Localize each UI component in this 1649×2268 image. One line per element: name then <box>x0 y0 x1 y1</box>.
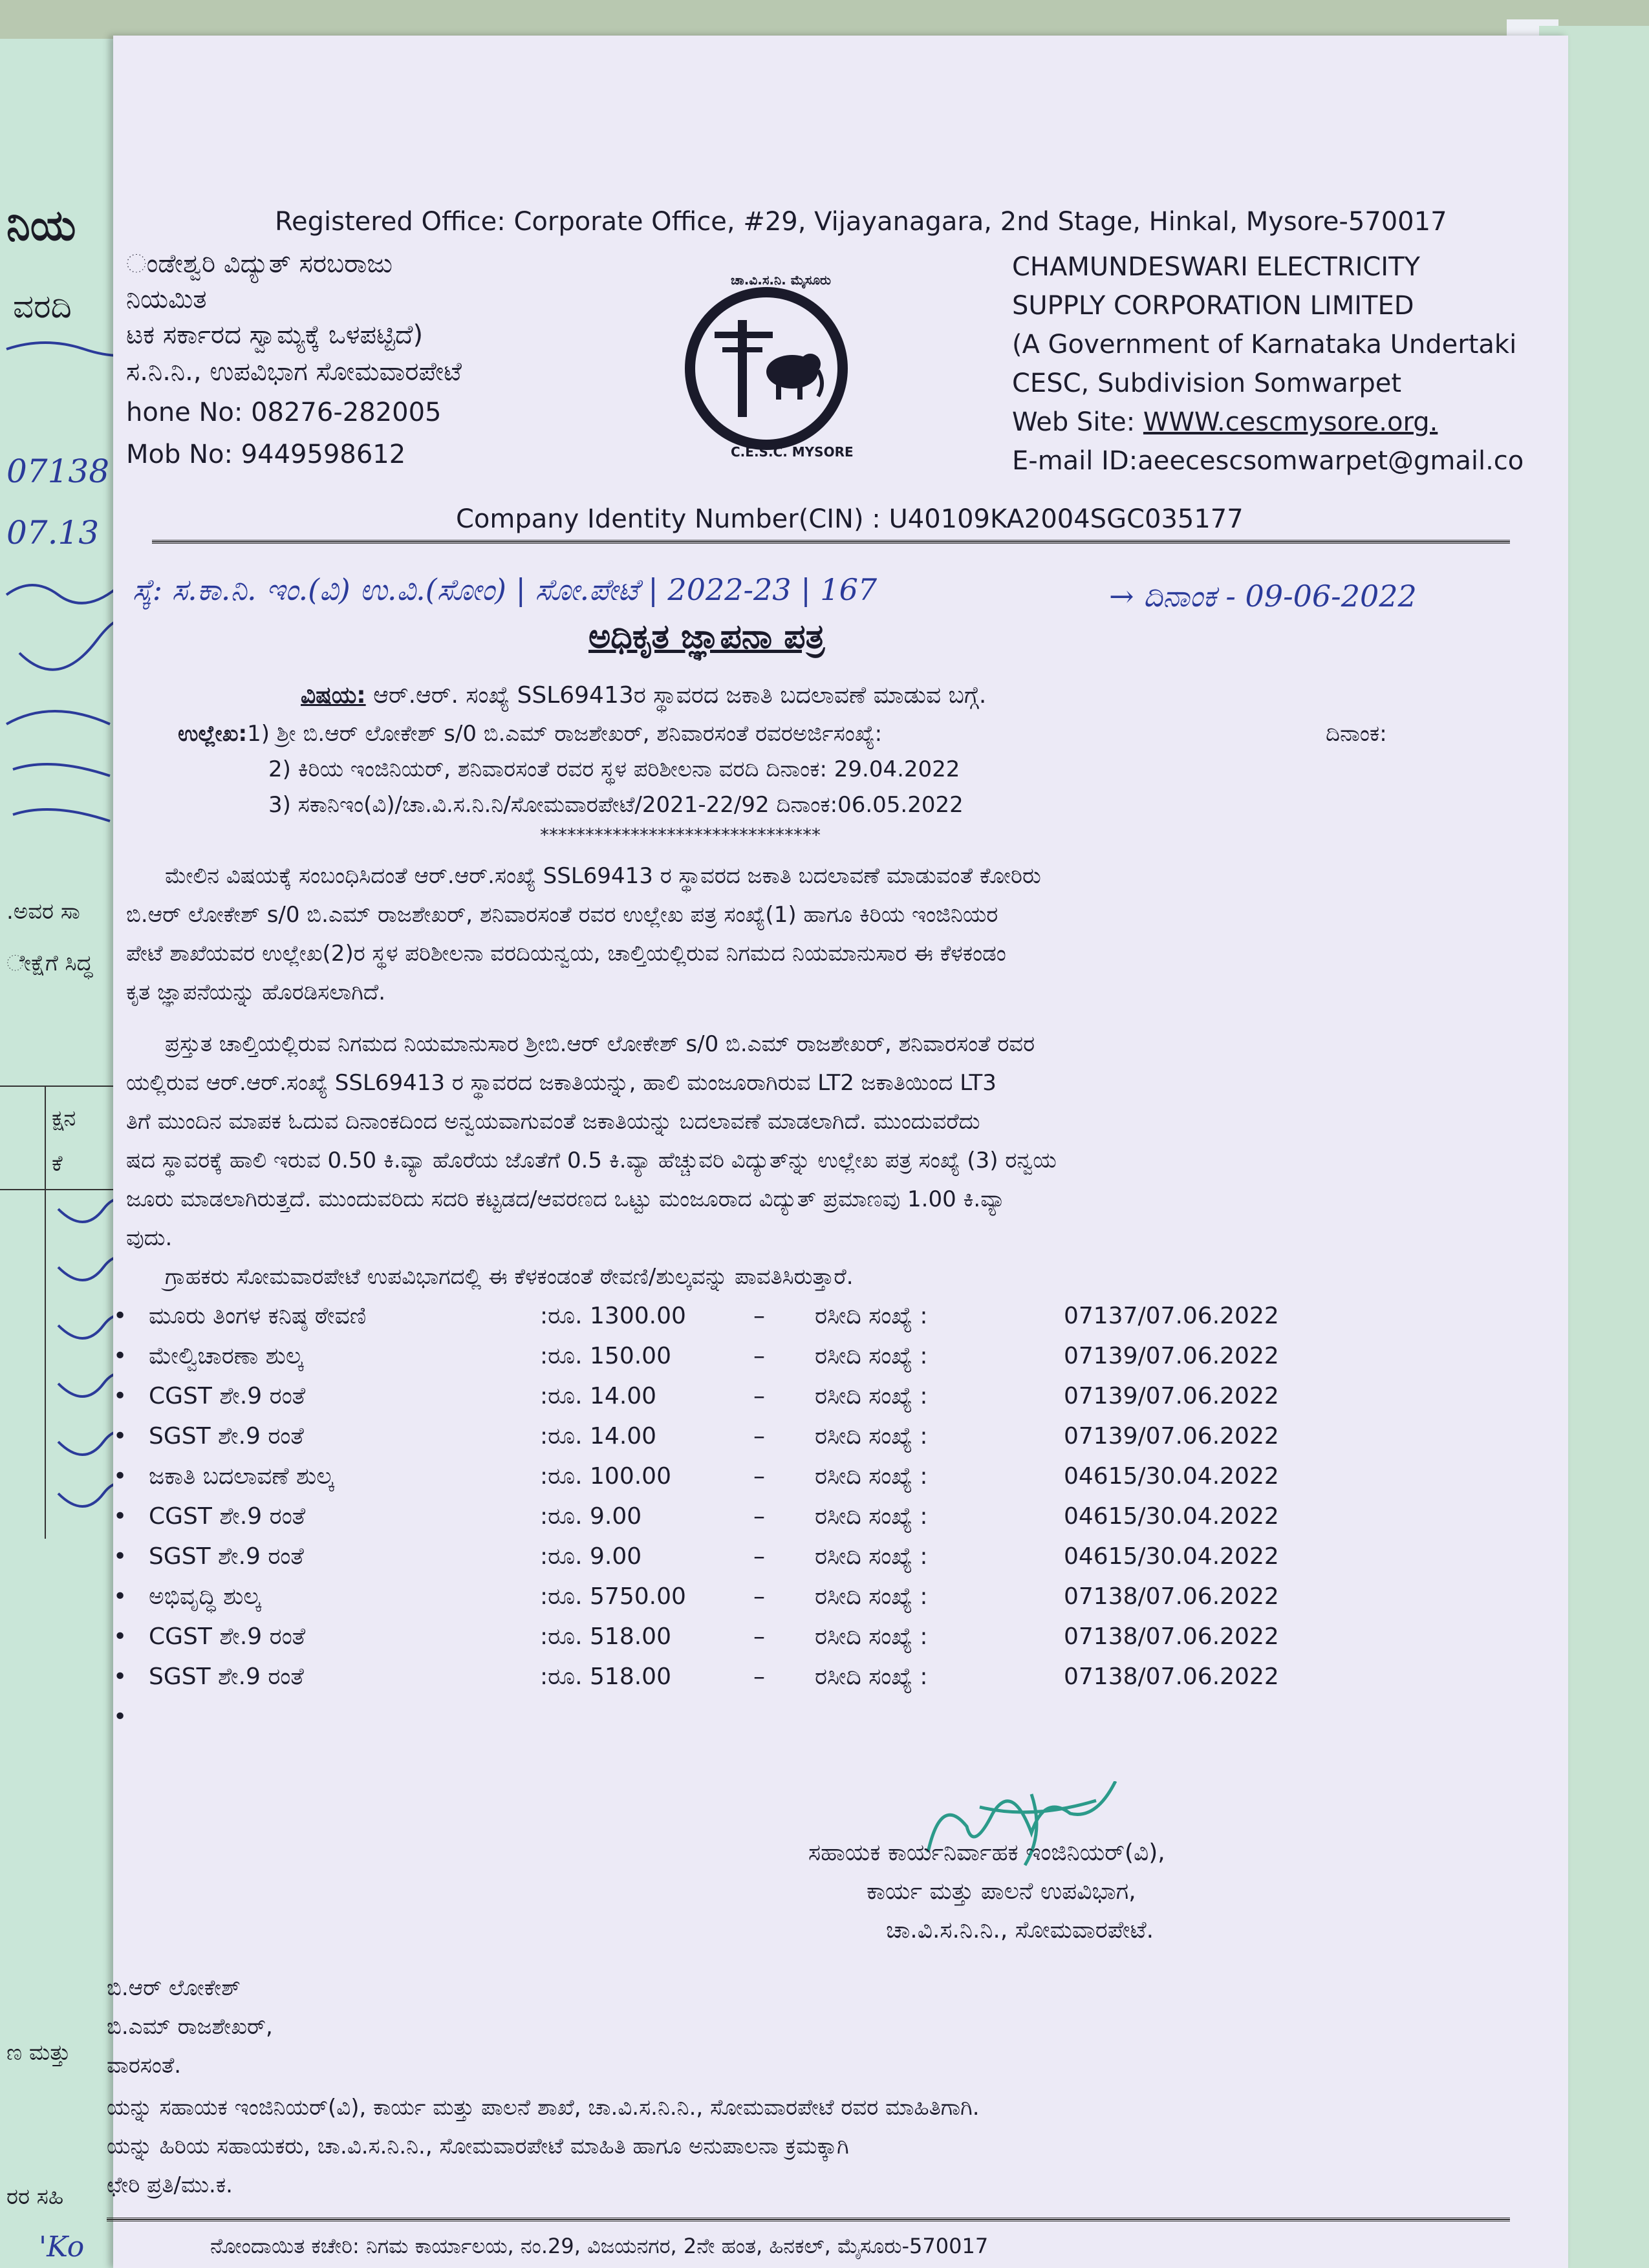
mobile-number: Mob No: 9449598612 <box>126 440 406 469</box>
fee-row <box>113 1664 1536 1704</box>
reference-label: ಉಲ್ಲೇಖ: <box>178 721 248 747</box>
reference-1-text: 1) ಶ್ರೀ ಬಿ.ಆರ್ ಲೋಕೇಶ್ s/0 ಬಿ.ಎಮ್ ರಾಜಶೇಖರ್, ಶನಿವಾರಸಂತೆ ರವರಅರ್ಜಿಸಂಖ್ಯೆ: <box>247 721 883 747</box>
fee-receipt-number: 07137/07.06.2022 <box>1064 1303 1279 1329</box>
footer-divider <box>107 2218 1510 2221</box>
fee-amount: :ರೂ. 14.00 <box>540 1423 657 1450</box>
stars-divider: ******************************* <box>540 824 821 846</box>
cesc-logo <box>676 272 857 462</box>
fee-bullet: • <box>113 1623 127 1650</box>
fee-receipt-number: 04615/30.04.2022 <box>1064 1503 1279 1530</box>
paragraph-1-line: ಮೇಲಿನ ವಿಷಯಕ್ಕೆ ಸಂಬಂಧಿಸಿದಂತೆ ಆರ್.ಆರ್.ಸಂಖ್ಯೆ SSL69413 ರ ಸ್ಥಾವರದ ಜಕಾತಿ ಬದಲಾವಣೆ ಮಾಡುವಂತೆ ಕೋರಿರು <box>165 863 1041 889</box>
fee-row <box>113 1503 1536 1543</box>
fee-receipt-label: ರಸೀದಿ ಸಂಖ್ಯೆ : <box>815 1423 928 1450</box>
company-name-line: (A Government of Karnataka Undertaki <box>1012 330 1517 359</box>
website-line <box>1012 407 1438 437</box>
fee-dash: – <box>753 1423 765 1450</box>
fee-dash: – <box>753 1343 765 1369</box>
fee-row <box>113 1623 1536 1664</box>
fee-row <box>113 1303 1536 1343</box>
fee-item: CGST ಶೇ.9 ರಂತೆ <box>149 1503 306 1530</box>
fee-amount: :ರೂ. 518.00 <box>540 1623 671 1650</box>
copy-to-line: ಯನ್ನು ಹಿರಿಯ ಸಹಾಯಕರು, ಚಾ.ವಿ.ಸ.ನಿ.ನಿ., ಸೋಮವಾರಪೇಟೆ ಮಾಹಿತಿ ಹಾಗೂ ಅನುಪಾಲನಾ ಕ್ರಮಕ್ಕಾಗಿ <box>107 2134 849 2159</box>
fee-amount: :ರೂ. 5750.00 <box>540 1583 686 1610</box>
fee-receipt-label: ರಸೀದಿ ಸಂಖ್ಯೆ : <box>815 1303 928 1329</box>
fee-row <box>113 1343 1536 1383</box>
fee-row <box>113 1383 1536 1423</box>
fee-receipt-number: 07138/07.06.2022 <box>1064 1583 1279 1610</box>
reference-1-date: ದಿನಾಂಕ: <box>1326 721 1387 747</box>
signatory-line: ಕಾರ್ಯ ಮತ್ತು ಪಾಲನೆ ಉಪವಿಭಾಗ, <box>867 1878 1136 1905</box>
fee-dash: – <box>753 1303 765 1329</box>
fee-row <box>113 1583 1536 1623</box>
reference-line-1 <box>178 721 882 747</box>
subject-line <box>301 682 986 709</box>
header-kannada-line: ನಿಯಮಿತ <box>126 284 207 314</box>
fee-amount: :ರೂ. 150.00 <box>540 1343 671 1369</box>
header-kannada-line: ಸ.ನಿ.ನಿ., ಉಪವಿಭಾಗ ಸೋಮವಾರಪೇಟೆ <box>126 357 462 387</box>
fee-receipt-number: 04615/30.04.2022 <box>1064 1543 1279 1570</box>
fee-item: ಜಕಾತಿ ಬದಲಾವಣೆ ಶುಲ್ಕ <box>149 1463 334 1490</box>
fee-receipt-number: 04615/30.04.2022 <box>1064 1463 1279 1490</box>
fee-amount: :ರೂ. 518.00 <box>540 1664 671 1690</box>
fee-receipt-label: ರಸೀದಿ ಸಂಖ್ಯೆ : <box>815 1503 928 1530</box>
fee-row <box>113 1463 1536 1503</box>
paragraph-1-line: ಬಿ.ಆರ್ ಲೋಕೇಶ್ s/0 ಬಿ.ಎಮ್ ರಾಜಶೇಖರ್, ಶನಿವಾರಸಂತೆ ರವರ ಉಲ್ಲೇಖ ಪತ್ರ ಸಂಖ್ಯೆ(1) ಹಾಗೂ ಕಿರಿಯ ಇಂಜಿನಿಯರ <box>126 902 998 928</box>
company-name-line: CESC, Subdivision Somwarpet <box>1012 369 1402 398</box>
fee-bullet: • <box>113 1383 127 1409</box>
fee-receipt-number: 07138/07.06.2022 <box>1064 1623 1279 1650</box>
fee-bullet: • <box>113 1463 127 1490</box>
strip-handwriting: 07.13 <box>6 514 100 551</box>
fee-bullet: • <box>113 1503 127 1530</box>
subject-label: ವಿಷಯ: <box>301 682 366 709</box>
header-kannada-line: ಟಕ ಸರ್ಕಾರದ ಸ್ವಾಮ್ಯಕ್ಕೆ ಒಳಪಟ್ಟಿದೆ) <box>126 320 424 350</box>
fee-receipt-label: ರಸೀದಿ ಸಂಖ್ಯೆ : <box>815 1623 928 1650</box>
strip-handwriting: 07138 <box>6 453 110 490</box>
fee-receipt-label: ರಸೀದಿ ಸಂಖ್ಯೆ : <box>815 1463 928 1490</box>
fee-receipt-number: 07139/07.06.2022 <box>1064 1423 1279 1450</box>
fee-item: CGST ಶೇ.9 ರಂತೆ <box>149 1383 306 1409</box>
fee-dash: – <box>753 1664 765 1690</box>
registered-office: Registered Office: Corporate Office, #29, Vijayanagara, 2nd Stage, Hinkal, Mysore-570017 <box>275 207 1447 237</box>
website-link[interactable]: WWW.cescmysore.org. <box>1143 407 1438 437</box>
paragraph-2-line: ಪ್ರಸ್ತುತ ಚಾಲ್ತಿಯಲ್ಲಿರುವ ನಿಗಮದ ನಿಯಮಾನುಸಾರ ಶ್ರೀಬಿ.ಆರ್ ಲೋಕೇಶ್ s/0 ಬಿ.ಎಮ್ ರಾಜಶೇಖರ್, ಶನಿವಾರಸಂತೆ ರವರ <box>165 1031 1035 1057</box>
phone-number: hone No: 08276-282005 <box>126 398 442 427</box>
strip-handwriting: 'Ko <box>39 2231 85 2263</box>
fee-receipt-label: ರಸೀದಿ ಸಂಖ್ಯೆ : <box>815 1664 928 1690</box>
email-line: E-mail ID:aeecescsomwarpet@gmail.co <box>1012 446 1524 476</box>
copy-to-line: ಯನ್ನು ಸಹಾಯಕ ಇಂಜಿನಿಯರ್(ವಿ), ಕಾರ್ಯ ಮತ್ತು ಪಾಲನೆ ಶಾಖೆ, ಚಾ.ವಿ.ಸ.ನಿ.ನಿ., ಸೋಮವಾರಪೇಟೆ ರವರ ಮಾಹಿತಿಗಾಗಿ. <box>107 2095 980 2121</box>
paragraph-2-line: ಯಲ್ಲಿರುವ ಆರ್.ಆರ್.ಸಂಖ್ಯೆ SSL69413 ರ ಸ್ಥಾವರದ ಜಕಾತಿಯನ್ನು, ಹಾಲಿ ಮಂಜೂರಾಗಿರುವ LT2 ಜಕಾತಿಯಿಂದ LT3 <box>126 1070 997 1096</box>
fee-amount: :ರೂ. 100.00 <box>540 1463 671 1490</box>
fee-dash: – <box>753 1383 765 1409</box>
fee-dash: – <box>753 1583 765 1610</box>
paragraph-1-line: ಪೇಟೆ ಶಾಖೆಯವರ ಉಲ್ಲೇಖ(2)ರ ಸ್ಥಳ ಪರಿಶೀಲನಾ ವರದಿಯನ್ವಯ, ಚಾಲ್ತಿಯಲ್ಲಿರುವ ನಿಗಮದ ನಿಯಮಾನುಸಾರ ಈ ಕೆಳಕಂಡಂ <box>126 941 1006 967</box>
fee-row <box>113 1423 1536 1463</box>
fee-receipt-label: ರಸೀದಿ ಸಂಖ್ಯೆ : <box>815 1343 928 1369</box>
website-label: Web Site: <box>1012 407 1143 437</box>
fee-item: SGST ಶೇ.9 ರಂತೆ <box>149 1423 304 1450</box>
fee-dash: – <box>753 1463 765 1490</box>
handwritten-reference-date: → ದಿನಾಂಕ - 09-06-2022 <box>1109 579 1417 614</box>
fee-item: ಅಭಿವೃದ್ಧಿ ಶುಲ್ಕ <box>149 1583 261 1610</box>
fee-dash: – <box>753 1543 765 1570</box>
fee-item: ಮೂರು ತಿಂಗಳ ಕನಿಷ್ಠ ಠೇವಣಿ <box>149 1303 367 1329</box>
reference-line-2: 2) ಕಿರಿಯ ಇಂಜಿನಿಯರ್, ಶನಿವಾರಸಂತೆ ರವರ ಸ್ಥಳ ಪರಿಶೀಲನಾ ವರದಿ ದಿನಾಂಕ: 29.04.2022 <box>268 756 960 782</box>
fee-receipt-label: ರಸೀದಿ ಸಂಖ್ಯೆ : <box>815 1383 928 1409</box>
fee-amount: :ರೂ. 14.00 <box>540 1383 657 1409</box>
fee-receipt-number: 07139/07.06.2022 <box>1064 1383 1279 1409</box>
fee-bullet: • <box>113 1583 127 1610</box>
company-name-line: CHAMUNDESWARI ELECTRICITY <box>1012 252 1420 282</box>
fee-amount: :ರೂ. 9.00 <box>540 1503 642 1530</box>
addressee-line: ವಾರಸಂತೆ. <box>107 2053 182 2079</box>
paragraph-2-line: ಷದ ಸ್ಥಾವರಕ್ಕೆ ಹಾಲಿ ಇರುವ 0.50 ಕಿ.ವ್ಯಾ ಹೊರೆಯ ಜೊತೆಗೆ 0.5 ಕಿ.ವ್ಯಾ ಹೆಚ್ಚುವರಿ ವಿದ್ಯುತ್‌ನ್ನು ಉಲ್ಲೇಖ ಪತ್ರ ಸಂಖ್ಯೆ (3) ರನ್ವಯ <box>126 1148 1057 1173</box>
fee-amount: :ರೂ. 1300.00 <box>540 1303 686 1329</box>
strip-text: ೇಕ್ಷೆಗೆ ಸಿದ್ಧ <box>6 950 93 976</box>
paragraph-1-line: ಕೃತ ಜ್ಞಾಪನೆಯನ್ನು ಹೊರಡಿಸಲಾಗಿದೆ. <box>126 979 386 1005</box>
fee-item: SGST ಶೇ.9 ರಂತೆ <box>149 1543 304 1570</box>
copy-to-line: ಛೇರಿ ಪ್ರತಿ/ಮು.ಕ. <box>107 2172 233 2198</box>
strip-text: .ಅವರ ಸಾ <box>6 899 80 925</box>
header-divider <box>152 540 1510 544</box>
fee-receipt-number: 07139/07.06.2022 <box>1064 1343 1279 1369</box>
fee-dash: – <box>753 1503 765 1530</box>
footer-address: ನೋಂದಾಯಿತ ಕಚೇರಿ: ನಿಗಮ ಕಾರ್ಯಾಲಯ, ನಂ.29, ವಿಜಯನಗರ, 2ನೇ ಹಂತ, ಹಿನಕಲ್, ಮೈಸೂರು-570017 <box>210 2234 989 2258</box>
signatory-line: ಚಾ.ವಿ.ಸ.ನಿ.ನಿ., ಸೋಮವಾರಪೇಟೆ. <box>886 1917 1154 1943</box>
fee-item: CGST ಶೇ.9 ರಂತೆ <box>149 1623 306 1650</box>
paragraph-2-line: ಜೂರು ಮಾಡಲಾಗಿರುತ್ತದೆ. ಮುಂದುವರಿದು ಸದರಿ ಕಟ್ಟಡದ/ಆವರಣದ ಒಟ್ಟು ಮಂಜೂರಾದ ವಿದ್ಯುತ್ ಪ್ರಮಾಣವು 1.00 ಕಿ.ವ್ಯಾ <box>126 1186 1006 1212</box>
fee-bullet: • <box>113 1303 127 1329</box>
fee-bullet: • <box>113 1664 127 1690</box>
strip-text: ಕ್ಷನ <box>52 1106 76 1131</box>
fee-item: ಮೇಲ್ವಿಚಾರಣಾ ಶುಲ್ಕ <box>149 1343 303 1369</box>
fee-receipt-label: ರಸೀದಿ ಸಂಖ್ಯೆ : <box>815 1543 928 1570</box>
addressee-line: ಬಿ.ಎಮ್ ರಾಜಶೇಖರ್, <box>107 2014 273 2040</box>
strip-head: ನಿಯ <box>6 200 76 250</box>
strip-text: ವರದಿ <box>13 288 72 325</box>
document-page <box>107 36 1568 2268</box>
logo-bottom-text: C.E.S.C. MYSORE <box>731 444 854 460</box>
company-cin: Company Identity Number(CIN) : U40109KA2004SGC035177 <box>456 504 1244 534</box>
fee-amount: :ರೂ. 9.00 <box>540 1543 642 1570</box>
signatory-line: ಸಹಾಯಕ ಕಾರ್ಯನಿರ್ವಾಹಕ ಇಂಜಿನಿಯರ್(ವಿ), <box>808 1839 1165 1866</box>
header-kannada-line: ಂಡೇಶ್ವರಿ ವಿದ್ಯುತ್ ಸರಬರಾಜು <box>126 249 393 279</box>
subject-text: ಆರ್.ಆರ್. ಸಂಖ್ಯೆ SSL69413ರ ಸ್ಥಾವರದ ಜಕಾತಿ ಬದಲಾವಣೆ ಮಾಡುವ ಬಗ್ಗೆ. <box>365 682 987 709</box>
handwritten-reference-number: ಸ್ಕೆ: ಸ.ಕಾ.ನಿ. ಇಂ.(ವಿ) ಉ.ವಿ.(ಸೋಂ) | ಸೋ.ಪೇಟೆ | 2022-23 | 167 <box>133 572 878 607</box>
paragraph-2-line: ವುದು. <box>126 1225 173 1251</box>
fee-item: SGST ಶೇ.9 ರಂತೆ <box>149 1664 304 1690</box>
reference-line-3: 3) ಸಕಾನಿಇಂ(ವಿ)/ಚಾ.ವಿ.ಸ.ನಿ.ನಿ/ಸೋಮವಾರಪೇಟೆ/2021-22/92 ದಿನಾಂಕ:06.05.2022 <box>268 792 964 818</box>
addressee-line: ಬಿ.ಆರ್ ಲೋಕೇಶ್ <box>107 1975 241 2001</box>
strip-text: ಣ ಮತ್ತು <box>6 2040 70 2066</box>
fee-receipt-number: 07138/07.06.2022 <box>1064 1664 1279 1690</box>
strip-text: ರರ ಸಹಿ <box>6 2184 64 2210</box>
fee-bullet: • <box>113 1543 127 1570</box>
document-title: ಅಧಿಕೃತ ಜ್ಞಾಪನಾ ಪತ್ರ <box>588 617 825 656</box>
fee-bullet: • <box>113 1704 127 1730</box>
fee-dash: – <box>753 1623 765 1650</box>
paragraph-3: ಗ್ರಾಹಕರು ಸೋಮವಾರಪೇಟೆ ಉಪವಿಭಾಗದಲ್ಲಿ ಈ ಕೆಳಕಂಡಂತೆ ಠೇವಣಿ/ಶುಲ್ಕವನ್ನು ಪಾವತಿಸಿರುತ್ತಾರೆ. <box>165 1264 854 1290</box>
fee-receipt-label: ರಸೀದಿ ಸಂಖ್ಯೆ : <box>815 1583 928 1610</box>
paragraph-2-line: ತಿಗೆ ಮುಂದಿನ ಮಾಪಕ ಓದುವ ದಿನಾಂಕದಿಂದ ಅನ್ವಯವಾಗುವಂತೆ ಜಕಾತಿಯನ್ನು ಬದಲಾವಣೆ ಮಾಡಲಾಗಿದೆ. ಮುಂದುವರೆದು <box>126 1109 980 1135</box>
fee-bullet: • <box>113 1423 127 1450</box>
strip-text: ಕೆ <box>52 1151 63 1177</box>
logo-top-text: ಚಾ.ವಿ.ಸ.ನಿ. ಮೈಸೂರು <box>731 272 831 288</box>
fee-bullet: • <box>113 1343 127 1369</box>
company-name-line: SUPPLY CORPORATION LIMITED <box>1012 291 1414 321</box>
fee-row <box>113 1543 1536 1583</box>
